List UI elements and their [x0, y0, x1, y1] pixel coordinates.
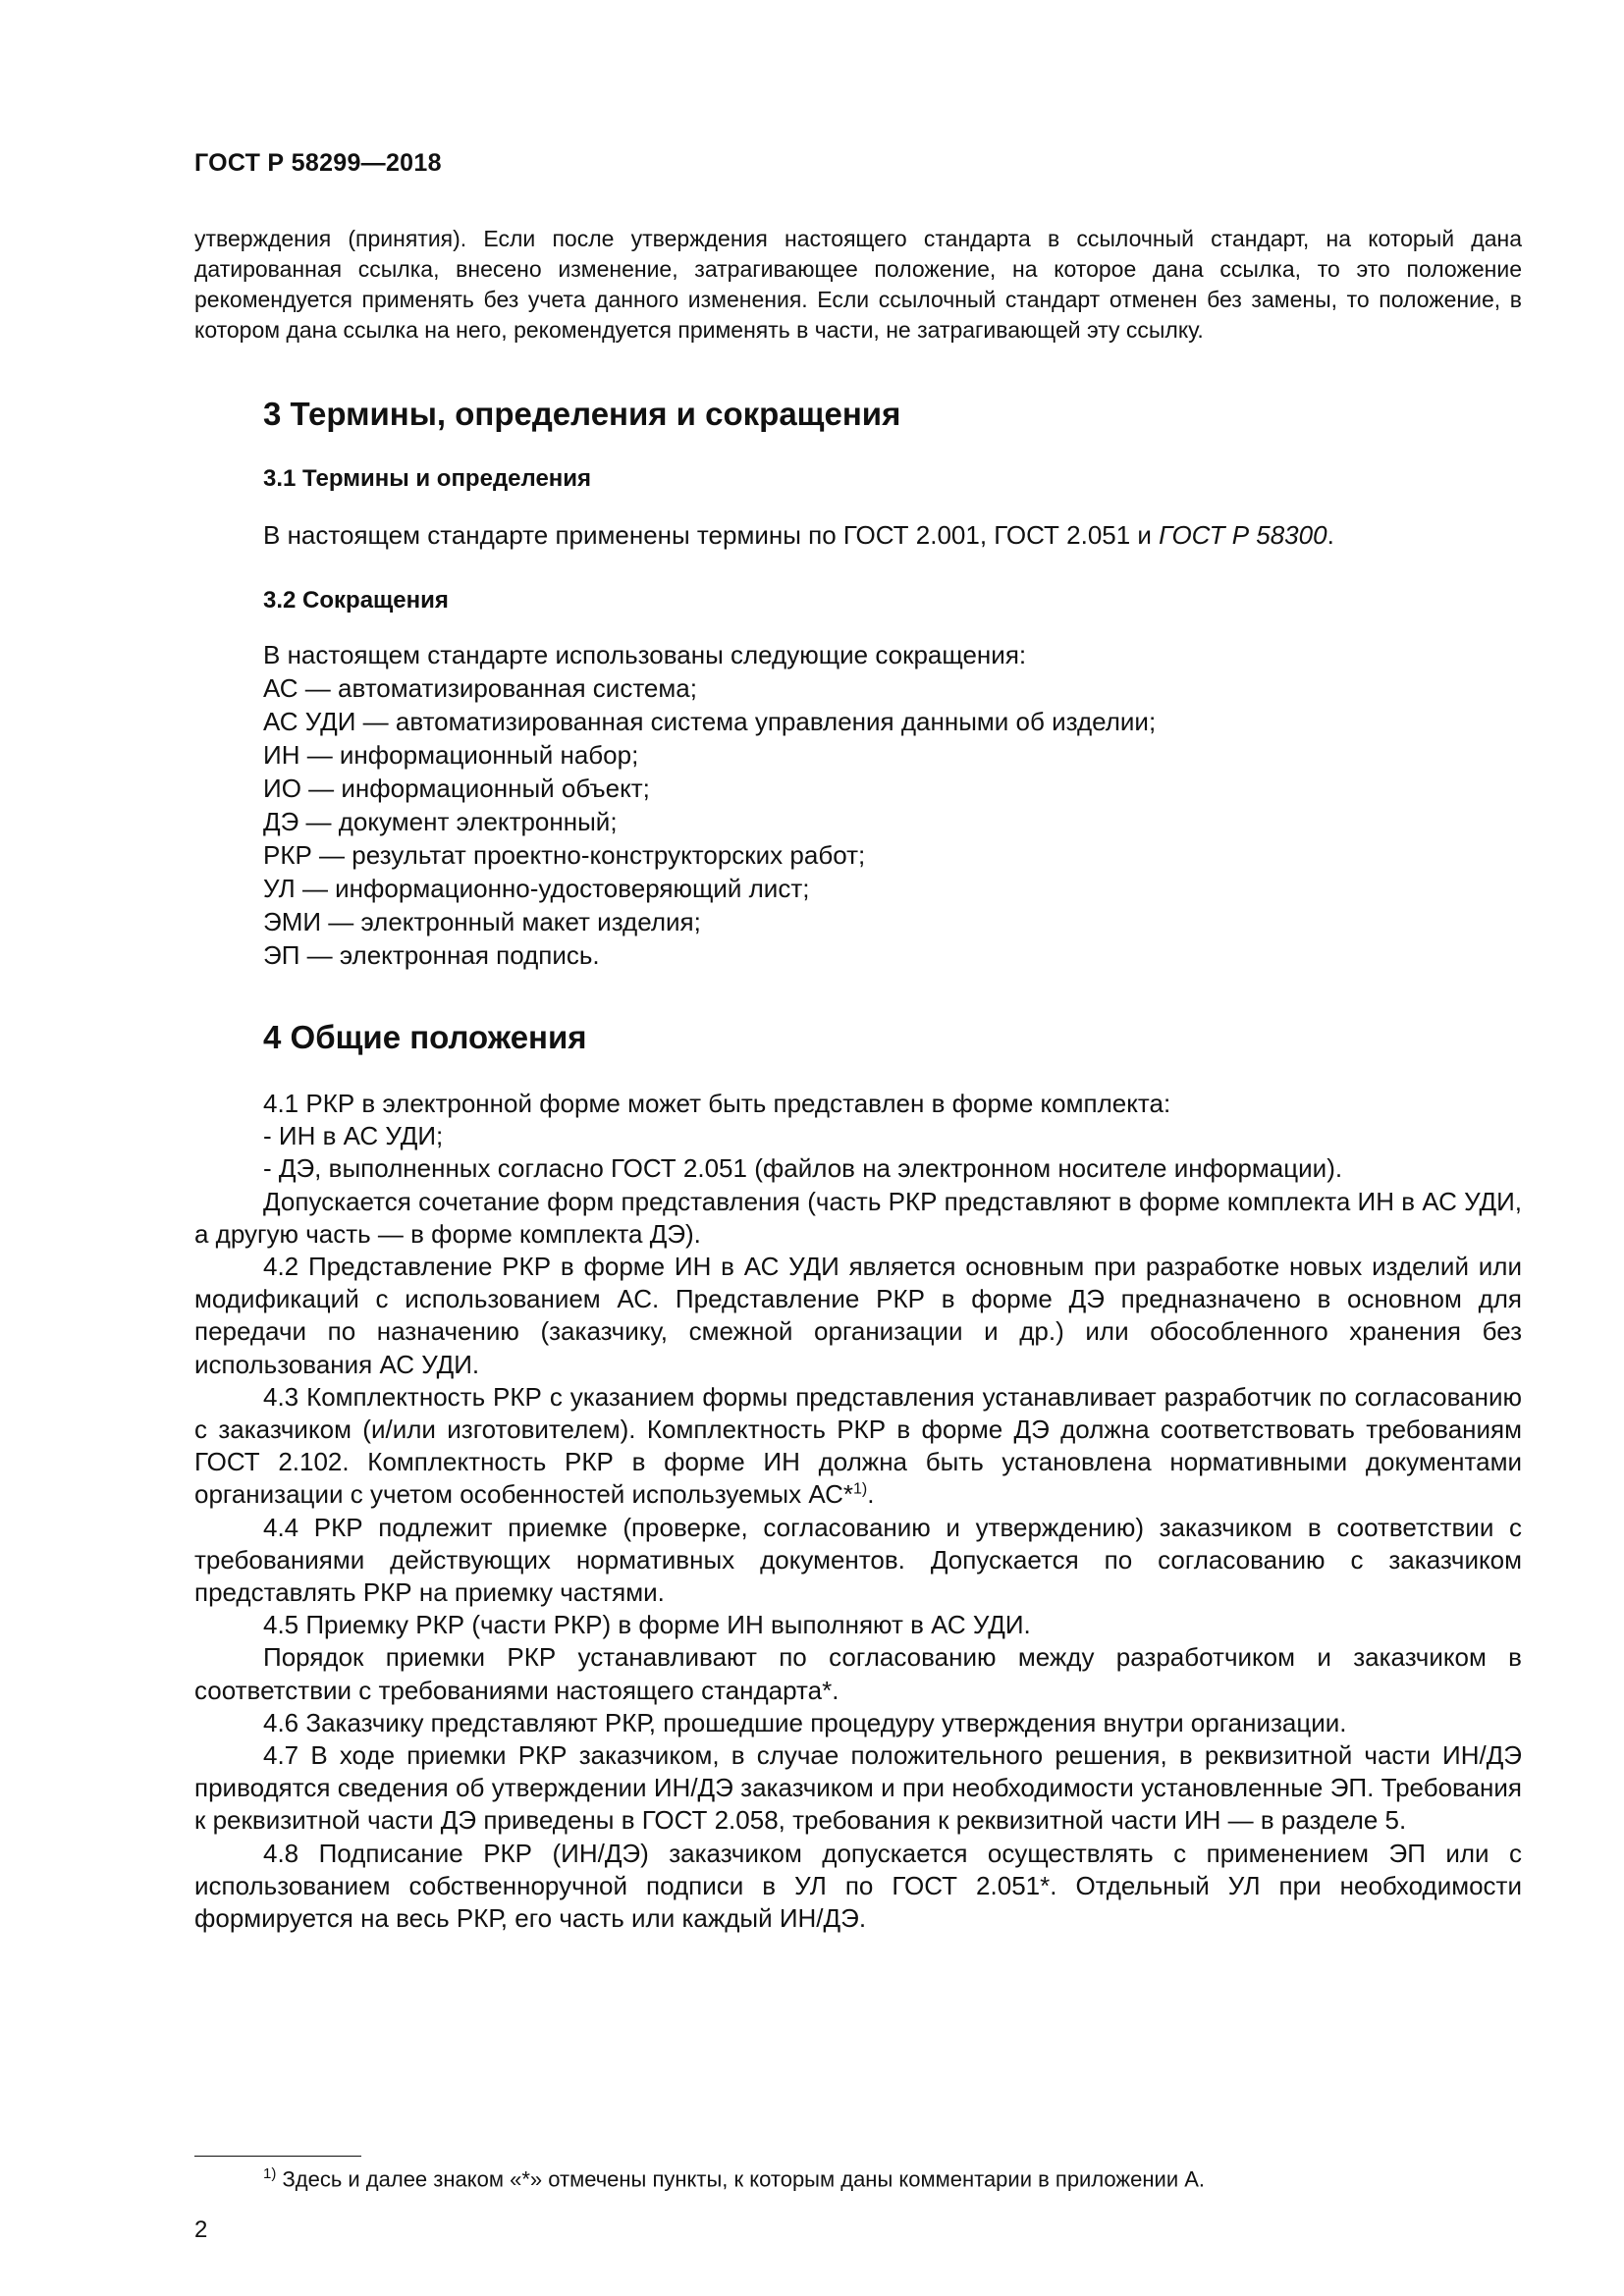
terms-paragraph	[263, 520, 1334, 551]
list-item-in-as-udi: - ИН в АС УДИ;	[263, 1121, 444, 1151]
paragraph-4-3	[194, 1381, 1522, 1512]
abbreviation-item: АС — автоматизированная система;	[263, 673, 697, 703]
abbreviation-item: РКР — результат проектно-конструкторских работ;	[263, 840, 866, 870]
abbreviation-item: УЛ — информационно-удостоверяющий лист;	[263, 874, 810, 903]
list-item-de: - ДЭ, выполненных согласно ГОСТ 2.051 (файлов на электронном носителе информации).	[263, 1153, 1343, 1184]
paragraph-4-8: 4.8 Подписание РКР (ИН/ДЭ) заказчиком допускается осуществлять с применением ЭП или с использованием собственноручной подписи в УЛ по ГОСТ 2.051*. Отдельный УЛ при необходимости формируется на весь РКР, его часть или каждый ИН/ДЭ.	[194, 1838, 1522, 1934]
footnote-marker: 1)	[263, 2165, 277, 2182]
section-4-body	[194, 1088, 1522, 1935]
abbreviation-item: АС УДИ — автоматизированная система управления данными об изделии;	[263, 707, 1157, 736]
paragraph-4-5: 4.5 Приемку РКР (части РКР) в форме ИН выполняют в АС УДИ.	[263, 1610, 1031, 1640]
paragraph-4-7: 4.7 В ходе приемки РКР заказчиком, в случае положительного решения, в реквизитной части ИН/ДЭ приводятся сведения об утверждении ИН/ДЭ заказчиком и при необходимости установленные ЭП. Требования к реквизитной части ДЭ приведены в ГОСТ 2.058, требования к реквизитной части ИН — в разделе 5.	[194, 1740, 1522, 1836]
subsection-3-1-title: 3.1 Термины и определения	[263, 465, 592, 492]
abbreviations-intro: В настоящем стандарте использованы следующие сокращения:	[263, 640, 1027, 669]
paragraph-4-2: 4.2 Представление РКР в форме ИН в АС УДИ является основным при разработке новых изделий или модификаций с использованием АС. Представление РКР в форме ДЭ предназначено в основном для передачи по назначению (заказчику, смежной организации и др.) или обособленного хранения без использования АС УДИ.	[194, 1252, 1522, 1379]
paragraph-4-1: 4.1 РКР в электронной форме может быть представлен в форме комплекта:	[263, 1089, 1171, 1118]
paragraph-4-6: 4.6 Заказчику представляют РКР, прошедшие процедуру утверждения внутри организации.	[263, 1707, 1347, 1737]
abbreviation-item: ДЭ — документ электронный;	[263, 807, 618, 836]
abbreviations-list	[263, 638, 1156, 972]
subsection-3-2-title: 3.2 Сокращения	[263, 587, 449, 614]
footnote-divider	[194, 2156, 361, 2157]
paragraph-4-3-text: 4.3 Комплектность РКР с указанием формы представления устанавливает разработчик по согласованию с заказчиком (и/или изготовителем). Комплектность РКР в форме ДЭ должна соответствовать требованиям ГОСТ 2.102. Комплектность РКР в форме ИН должна быть установлена нормативными документами организации с учетом особенностей используемых АС*	[194, 1381, 1522, 1510]
terms-text-italic: ГОСТ Р 58300	[1159, 520, 1327, 550]
paragraph-4-4: 4.4 РКР подлежит приемке (проверке, согласованию и утверждению) заказчиком в соответствии с требованиями действующих нормативных документов. Допускается по согласованию с заказчиком представлять РКР на приемку частями.	[194, 1512, 1522, 1608]
footnote-text: Здесь и далее знаком «*» отмечены пункты, к которым даны комментарии в приложении А.	[276, 2166, 1205, 2192]
page-number: 2	[194, 2216, 208, 2243]
abbreviation-item: ИН — информационный набор;	[263, 740, 639, 770]
section-3-title: 3 Термины, определения и сокращения	[263, 396, 901, 432]
paragraph-4-5-note: Порядок приемки РКР устанавливают по согласованию между разработчиком и заказчиком в соответствии с требованиями настоящего стандарта*.	[194, 1642, 1522, 1705]
paragraph-4-3-end: .	[867, 1479, 875, 1510]
abbreviation-item: ИО — информационный объект;	[263, 774, 650, 803]
paragraph-4-1-note: Допускается сочетание форм представления (часть РКР представляют в форме комплекта ИН в АС УДИ, а другую часть — в форме комплекта ДЭ).	[194, 1186, 1522, 1249]
terms-text-start: В настоящем стандарте применены термины по ГОСТ 2.001, ГОСТ 2.051 и	[263, 520, 1160, 550]
intro-paragraph: утверждения (принятия). Если после утверждения настоящего стандарта в ссылочный стандарт, на который дана датированная ссылка, внесено изменение, затрагивающее положение, на которое дана ссылка, то это положение рекомендуется применять без учета данного изменения. Если ссылочный стандарт отменен без замены, то положение, в котором дана ссылка на него, рекомендуется применять в части, не затрагивающей эту ссылку.	[194, 226, 1522, 343]
abbreviation-item: ЭП — электронная подпись.	[263, 940, 600, 970]
footnote-reference: 1)	[853, 1480, 868, 1498]
terms-text-end: .	[1326, 520, 1334, 550]
document-code-header: ГОСТ Р 58299—2018	[194, 149, 442, 177]
footnote	[263, 2165, 1205, 2192]
section-4-title: 4 Общие положения	[263, 1019, 587, 1055]
abbreviation-item: ЭМИ — электронный макет изделия;	[263, 907, 701, 936]
